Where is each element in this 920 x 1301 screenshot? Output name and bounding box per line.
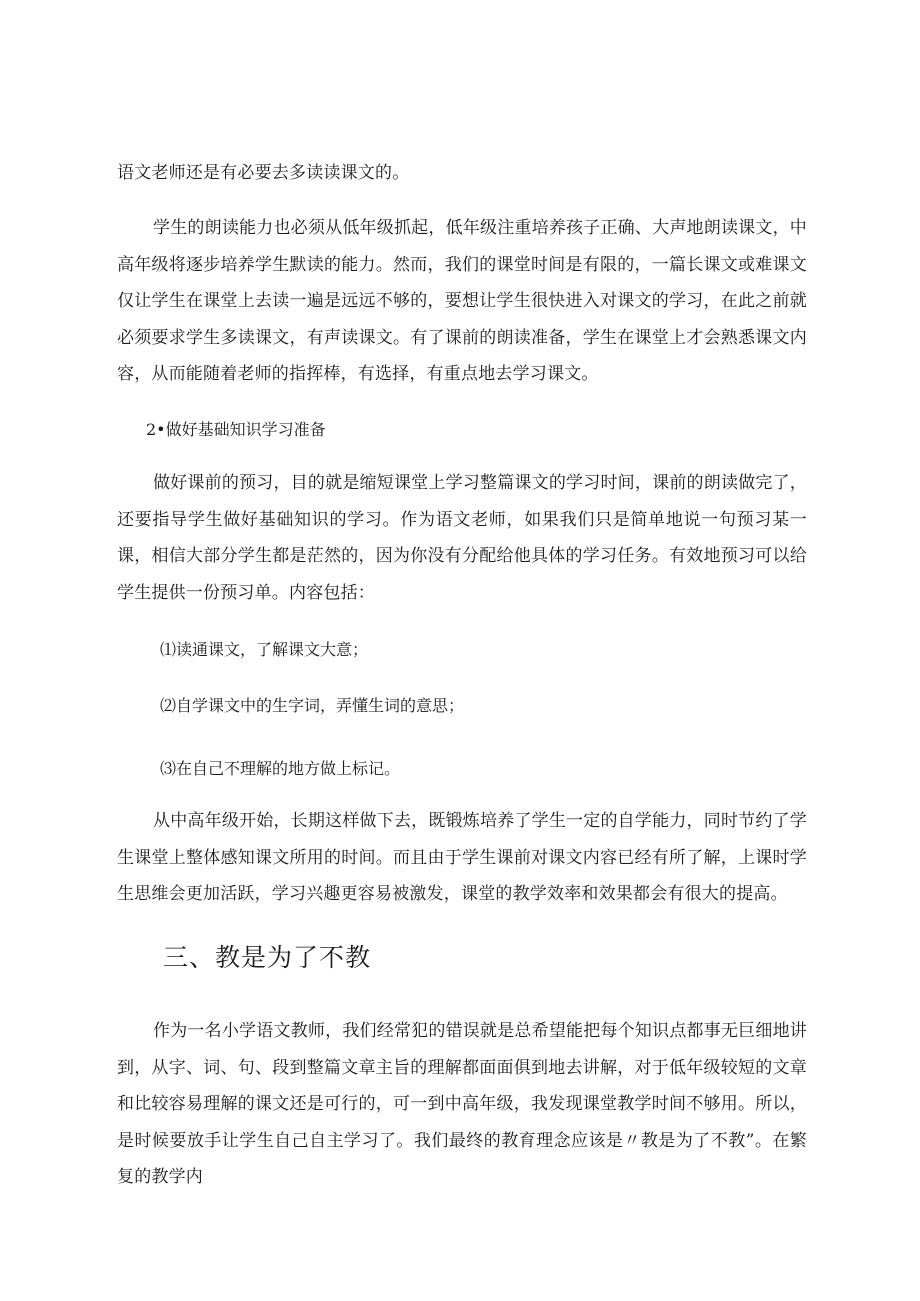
paragraph-preview: 做好课前的预习，目的就是缩短课堂上学习整篇课文的学习时间，课前的朗读做完了，还要指导学生做好基础知识的学习。作为语文老师，如果我们只是简单地说一句预习某一课，相信大部分学生都是茫然的，因为你没有分配给他具体的学习任务。有效地预习可以给学生提供一份预习单。内容包括：	[117, 473, 807, 603]
paragraph-teaching: 作为一名小学语文教师，我们经常犯的错误就是总希望能把每个知识点都事无巨细地讲到，从字、词、句、段到整篇文章主旨的理解都面面俱到地去讲解，对于低年级较短的文章和比较容易理解的课文还是可行的，可一到中高年级，我发现课堂教学时间不够用。所以，是时候要放手让学生自己自主学习了。我们最终的教育理念应该是〃教是为了不教”。在繁复的教学内	[117, 1021, 807, 1187]
section-heading: 三、教是为了不教	[163, 943, 372, 972]
paragraph-benefits: 从中高年级开始，长期这样做下去，既锻炼培养了学生一定的自学能力，同时节约了学生课堂上整体感知课文所用的时间。而且由于学生课前对课文内容已经有所了解，上课时学生思维会更加活跃，学习兴趣更容易被激发，课堂的教学效率和效果都会有很大的提高。	[117, 811, 807, 904]
list-item-3: ⑶在自己不理解的地方做上标记。	[160, 759, 401, 778]
paragraph-continuation: 语文老师还是有必要去多读读课文的。	[117, 163, 410, 183]
list-item-2: ⑵自学课文中的生字词，弄懂生词的意思；	[160, 696, 465, 715]
paragraph-reading-ability: 学生的朗读能力也必须从低年级抓起，低年级注重培养孩子正确、大声地朗读课文，中高年级将逐步培养学生默读的能力。然而，我们的课堂时间是有限的，一篇长课文或难课文仅让学生在课堂上去读一遍是远远不够的，要想让学生很快进入对课文的学习，在此之前就必须要求学生多读课文，有声读课文。有了课前的朗读准备，学生在课堂上才会熟悉课文内容，从而能随着老师的指挥棒，有选择，有重点地去学习课文。	[117, 218, 807, 384]
subheading-basic-knowledge: 2•做好基础知识学习准备	[146, 420, 326, 439]
list-item-1: ⑴读通课文，了解课文大意；	[160, 640, 369, 659]
